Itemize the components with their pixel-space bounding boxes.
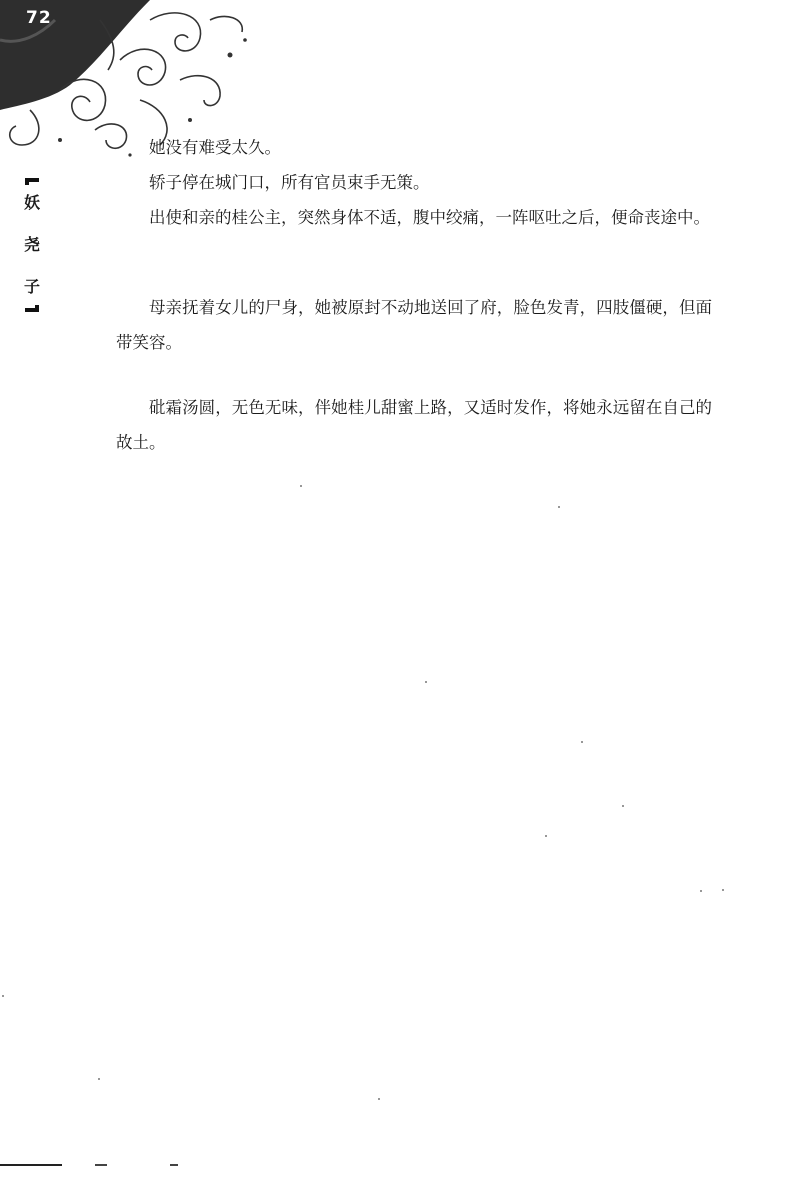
title-bracket-open [25, 178, 39, 182]
title-bracket-close [25, 308, 39, 312]
title-char: 子 [23, 277, 40, 296]
paragraph: 轿子停在城门口，所有官员束手无策。 [149, 173, 430, 192]
scan-speck [2, 995, 4, 997]
scan-speck [545, 835, 547, 837]
paragraph: 砒霜汤圆，无色无味，伴她桂儿甜蜜上路，又适时发作，将她永远留在自己的故土。 [116, 398, 712, 452]
scan-speck [300, 485, 302, 487]
title-char: 尧 [23, 235, 40, 254]
scan-speck [622, 805, 624, 807]
scan-speck [558, 506, 560, 508]
paragraph-gap [116, 360, 712, 390]
paragraph: 出使和亲的桂公主，突然身体不适，腹中绞痛，一阵呕吐之后，便命丧途中。 [149, 208, 710, 227]
title-char: 妖 [23, 193, 40, 212]
scan-speck [722, 889, 724, 891]
paragraph: 母亲抚着女儿的尸身，她被原封不动地送回了府，脸色发青，四肢僵硬，但面带笑容。 [116, 298, 712, 352]
body-text [116, 130, 712, 460]
scan-speck [378, 1098, 380, 1100]
scan-speck [700, 890, 702, 892]
page-number: 72 [26, 8, 52, 28]
scan-speck [425, 681, 427, 683]
footer-rule [0, 1164, 62, 1166]
scan-speck [98, 1078, 100, 1080]
paragraph-gap [116, 235, 712, 290]
footer-dash [95, 1164, 107, 1166]
paragraph: 她没有难受太久。 [149, 138, 281, 157]
book-title-vertical [20, 178, 44, 312]
footer-dash [170, 1164, 178, 1166]
scan-speck [581, 741, 583, 743]
